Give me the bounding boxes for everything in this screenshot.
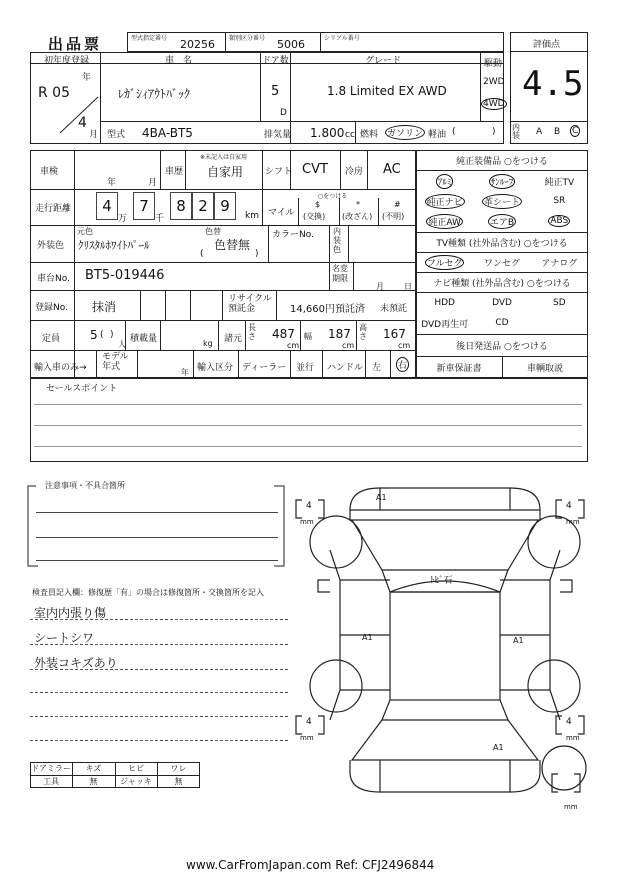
inspector-label: 検査員記入欄：修復歴「有」の場合は修復箇所・交換箇所を記入 <box>32 588 264 597</box>
color-change-paren-open: ( <box>200 249 204 259</box>
use-note: ※未記入は自家用 <box>200 154 248 161</box>
reg-no-value: 抹消 <box>92 300 117 314</box>
doors-label: ドア数 <box>262 56 289 66</box>
watermark: www.CarFromJapan.com Ref: CFJ2496844 <box>186 858 435 872</box>
caution-bracket <box>26 478 288 568</box>
docs-warranty: 新車保証書 <box>436 363 482 374</box>
model-no: 20256 <box>180 38 215 51</box>
mileage-tampered-symbol: * <box>356 200 360 209</box>
dims-label: 諸元 <box>224 334 243 344</box>
navi-item: DVD再生可 <box>421 319 469 330</box>
shaken-year: 年 <box>107 178 117 188</box>
genuine-item: エアB <box>473 211 530 231</box>
interior-c: C <box>572 126 579 136</box>
cc-unit: cc <box>345 130 355 140</box>
navi-item: CD <box>495 318 509 328</box>
load-unit: kg <box>203 339 213 348</box>
shift-value: CVT <box>302 162 328 177</box>
width-label: 幅 <box>304 332 312 341</box>
interior-b: B <box>554 127 561 137</box>
navi-item: SD <box>552 298 566 308</box>
import-label: 輸入車のみ→ <box>34 363 87 373</box>
color-change-label: 色替 <box>205 227 221 236</box>
mile-label: マイル <box>268 208 295 218</box>
mileage-unknown-symbol: # <box>394 200 401 209</box>
load-label: 積載量 <box>130 334 158 344</box>
cc-value: 1.800 <box>310 126 345 140</box>
legend-tools-value: 無 <box>89 777 98 786</box>
first-reg-year-unit: 年 <box>82 73 92 83</box>
length-unit: cm <box>287 341 300 350</box>
shift-label: シフト <box>265 167 293 177</box>
legend-jack: ジャッキ <box>120 777 152 786</box>
genuine-item: 純正ナビ <box>416 191 473 211</box>
recycle-value: 14,660円預託済 <box>290 304 365 315</box>
docs-manual: 車輌取説 <box>526 363 563 374</box>
capacity-label: 定員 <box>42 334 61 344</box>
capacity-unit: 人 <box>118 340 126 349</box>
genuine-item: 革シート <box>473 191 530 211</box>
mileage-digit: 9 <box>214 192 236 220</box>
width-unit: cm <box>342 341 355 350</box>
mileage-digit: 4 <box>96 192 118 220</box>
color-label: 外装色 <box>37 241 65 251</box>
page-title: 出品票 <box>48 35 103 53</box>
height-value: 167 <box>383 327 406 341</box>
genuine-item: ｱﾙﾐ <box>416 171 473 191</box>
height-label: 高さ <box>359 323 367 341</box>
dmg-front-bumper: A1 <box>376 493 387 502</box>
first-reg-era-year: R 05 <box>38 85 70 101</box>
color-change: 色替無 <box>214 238 251 252</box>
fuel-paren-close: ) <box>492 127 496 137</box>
navi-header: ナビ種類 (社外品含む) ○をつける <box>433 278 571 289</box>
mileage-digit: 2 <box>192 192 214 220</box>
grade-label: グレード <box>365 56 402 66</box>
doors-value: 5 <box>271 84 280 99</box>
mileage-circle-note: ○をつける <box>318 193 348 200</box>
fuel-label: 燃料 <box>360 130 379 140</box>
docs-header: 後日発送品 ○をつける <box>456 341 548 352</box>
genuine-item: 純正AW <box>416 211 473 231</box>
tv-item: ワンセグ <box>483 259 520 269</box>
tread-spare-unit: mm <box>564 803 578 811</box>
navi-item: DVD <box>492 298 512 308</box>
reg-no-label: 登録No. <box>35 303 68 313</box>
score-label: 評価点 <box>533 40 561 50</box>
color-orig-label: 元色 <box>77 227 93 236</box>
tv-item: フルセグ <box>416 253 473 272</box>
genuine-item: 純正TV <box>544 177 575 188</box>
dmg-right-door: A1 <box>513 636 524 645</box>
capacity-paren-close: ) <box>110 330 114 340</box>
class-no-label: 類別区分番号 <box>229 35 266 42</box>
mileage-unknown: (不明) <box>382 212 405 221</box>
type-label: 型式 <box>107 130 126 140</box>
mileage-digit: 7 <box>133 192 155 220</box>
tread-rl: 4 <box>306 717 312 727</box>
shaken-month: 月 <box>148 178 158 188</box>
recycle-unpaid: 未預託 <box>380 304 408 314</box>
fuel-paren-open: ( <box>452 127 456 137</box>
handle-label: ハンドル <box>327 363 364 373</box>
note-line: 室内内張り傷 <box>34 606 107 620</box>
mileage-tampered: (改ざん) <box>342 212 373 221</box>
tread-fl-unit: mm <box>300 518 314 526</box>
tread-rr-unit: mm <box>566 734 580 742</box>
legend-crack: ヒビ <box>128 764 144 773</box>
dmg-left-door: A1 <box>362 633 373 642</box>
tread-fl: 4 <box>306 501 312 511</box>
tread-rr: 4 <box>566 717 572 727</box>
serial-label: シリアル番号 <box>324 35 360 42</box>
note-line: シートシワ <box>34 631 95 645</box>
dmg-roof: ﾄﾋﾞ石 <box>430 576 453 586</box>
car-name-label: 車 名 <box>165 56 193 66</box>
interior-label: 内装 <box>512 123 520 140</box>
first-reg-label: 初年度登録 <box>44 56 90 66</box>
fuel-light-oil: 軽油 <box>428 130 447 140</box>
doors-d: D <box>280 108 287 118</box>
tread-fr: 4 <box>566 501 572 511</box>
ac-value: AC <box>383 162 401 177</box>
legend-tools: 工具 <box>43 777 59 786</box>
color-change-paren-close: ) <box>255 249 259 259</box>
reg-expire-label: 名変期限 <box>332 264 348 283</box>
model-year-unit: 年 <box>181 368 189 377</box>
handle-right: 右 <box>396 357 409 372</box>
legend-door-mirror: ドアミラー <box>31 764 71 773</box>
first-reg-month: 4 <box>78 115 87 131</box>
shaken-label: 車検 <box>40 167 59 177</box>
height-unit: cm <box>398 341 411 350</box>
grade-value: 1.8 Limited EX AWD <box>327 84 447 98</box>
width-value: 187 <box>328 327 351 341</box>
mileage-exchange: (交換) <box>303 212 326 221</box>
car-name: ﾚｶﾞｼｨｱｳﾄﾊﾞｯｸ <box>118 87 191 101</box>
tv-item: アナログ <box>541 259 578 269</box>
navi-item: HDD <box>434 298 455 308</box>
mileage-exchange-symbol: $ <box>315 200 321 209</box>
mileage-man: 万 <box>118 214 128 224</box>
tv-header: TV種類 (社外品含む) ○をつける <box>436 238 568 249</box>
capacity-paren-open: ( <box>100 330 104 340</box>
first-reg-month-unit: 月 <box>89 130 99 140</box>
genuine-item: SR <box>553 196 566 206</box>
drive-label: 駆動 <box>484 59 503 69</box>
chassis-value: BT5-019446 <box>85 268 165 283</box>
interior-a: A <box>536 127 543 137</box>
class-no: 5006 <box>277 38 305 51</box>
genuine-header: 純正装備品 ○をつける <box>456 156 548 167</box>
model-no-label: 型式指定番号 <box>131 35 168 42</box>
legend-break: ワレ <box>170 764 187 773</box>
import-dealer: ディーラー <box>242 363 287 373</box>
tread-rl-unit: mm <box>300 734 314 742</box>
note-line: 外装コキズあり <box>34 656 118 670</box>
use-value: 自家用 <box>207 165 244 179</box>
drive-2wd: 2WD <box>483 77 505 87</box>
legend-jack-value: 無 <box>174 777 183 786</box>
score-value: 4.5 <box>522 64 584 104</box>
drive-4wd: 4WD <box>483 99 505 109</box>
length-label: 長さ <box>248 323 256 341</box>
import-div-label: 輸入区分 <box>197 363 234 373</box>
inner-color-label: 内装色 <box>333 227 341 254</box>
reg-expire-month: 月 <box>376 282 384 291</box>
model-year-label: モデル年式 <box>102 352 129 372</box>
mileage-sen: 千 <box>155 214 165 224</box>
import-parallel: 並行 <box>296 363 315 373</box>
capacity-value: 5 <box>90 328 98 342</box>
recycle-label: リサイクル預託金 <box>228 294 272 314</box>
tread-fr-unit: mm <box>566 518 580 526</box>
cc-label: 排気量 <box>264 130 292 140</box>
handle-left: 左 <box>372 363 382 373</box>
length-value: 487 <box>272 327 295 341</box>
use-label: 車歴 <box>165 167 184 177</box>
sales-point-label: セールスポイント <box>46 384 118 394</box>
genuine-item: ｻﾝﾙｰﾌ <box>473 171 530 191</box>
detail-block <box>30 150 416 378</box>
navi-item <box>531 313 588 333</box>
legend-scratch: キズ <box>85 764 102 773</box>
genuine-item: ABS <box>550 216 569 226</box>
mileage-digit: 8 <box>170 192 192 220</box>
reg-expire-day: 日 <box>404 282 412 291</box>
caution-label: 注意事項・不具合箇所 <box>45 481 125 490</box>
mileage-label: 走行距離 <box>35 204 72 214</box>
dmg-rear-bumper: A1 <box>493 743 504 752</box>
fuel-gasoline: ガソリン <box>385 125 425 140</box>
car-diagram <box>290 480 600 810</box>
mileage-km: km <box>245 211 259 221</box>
type-value: 4BA-BT5 <box>142 126 193 140</box>
color-value: ｸﾘｽﾀﾙﾎﾜｲﾄﾊﾟｰﾙ <box>78 239 150 252</box>
chassis-label: 車台No. <box>37 274 70 284</box>
ac-label: 冷房 <box>345 167 364 177</box>
color-no-label: カラーNo. <box>272 230 314 240</box>
